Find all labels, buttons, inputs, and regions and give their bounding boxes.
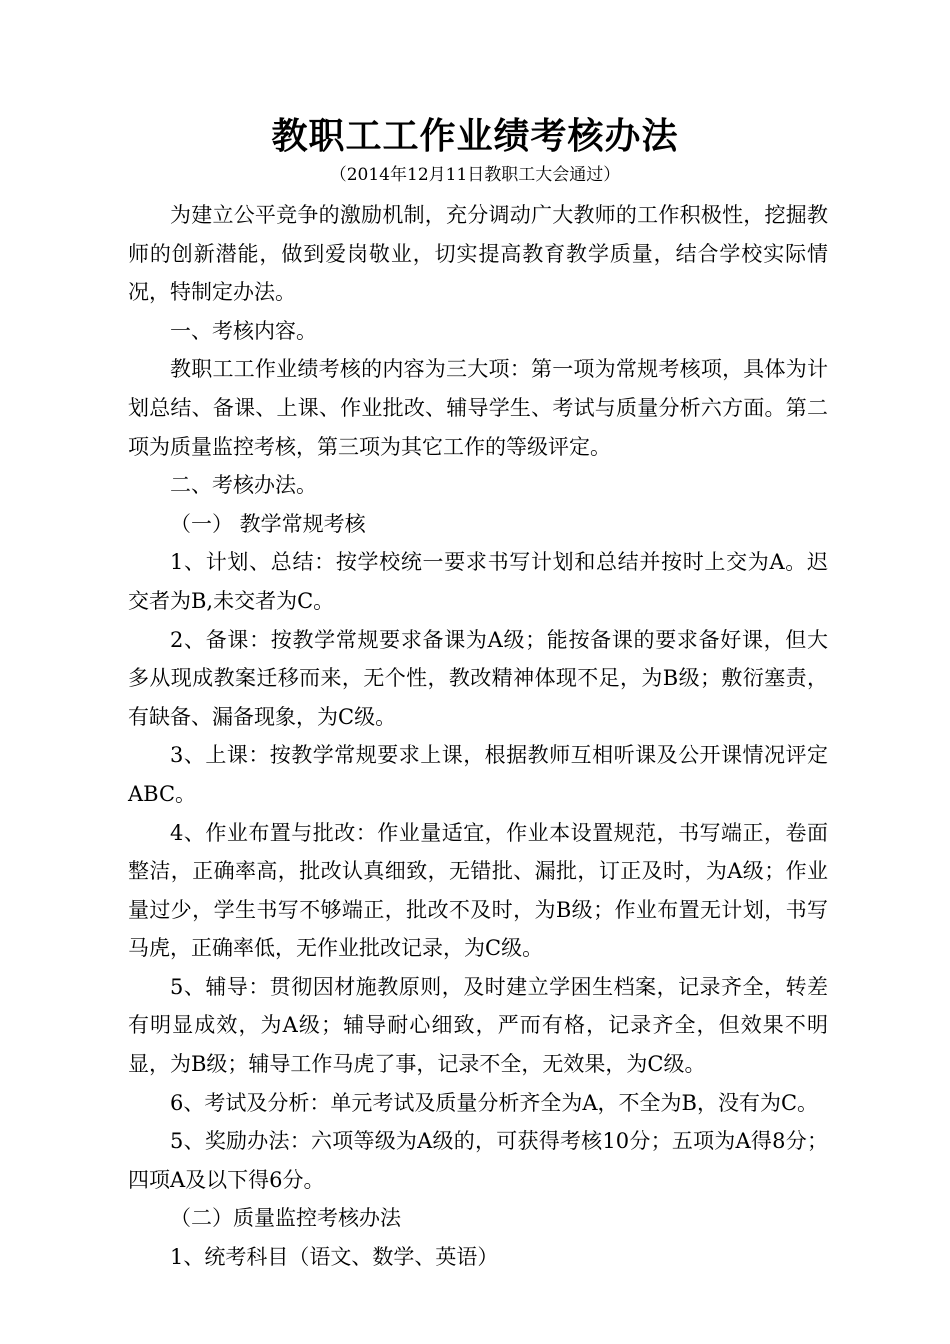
paragraph-content: 教职工工作业绩考核的内容为三大项：第一项为常规考核项，具体为计划总结、备课、上课、作业批改、辅导学生、考试与质量分析六方面。第二项为质量监控考核，第三项为其它工作的等级评定。 <box>128 357 828 459</box>
document-body <box>128 196 828 1277</box>
section-heading-method: 二、考核办法。 <box>170 473 317 498</box>
subsection-heading-quality: （二）质量监控考核办法 <box>170 1206 401 1231</box>
paragraph-tutoring: 5、辅导：贯彻因材施教原则，及时建立学困生档案，记录齐全，转差有明显成效，为A级；辅导耐心细致，严而有格，记录齐全，但效果不明显，为B级；辅导工作马虎了事，记录不全，无效果，为C级。 <box>128 974 828 1077</box>
paragraph-homework: 4、作业布置与批改：作业量适宜，作业本设置规范，书写端正，卷面整洁，正确率高，批改认真细致，无错批、漏批，订正及时，为A级；作业量过少，学生书写不够端正，批改不及时，为B级；作业布置无计划，书写马虎，正确率低，无作业批改记录，为C级。 <box>128 820 828 961</box>
subsection-heading-routine: （一） 教学常规考核 <box>170 511 366 536</box>
paragraph-lesson-prep: 2、备课：按教学常规要求备课为A级；能按备课的要求备好课，但大多从现成教案迁移而来，无个性，教改精神体现不足，为B级；敷衍塞责，有缺备、漏备现象，为C级。 <box>128 627 828 729</box>
document-title: 教职工工作业绩考核办法 <box>271 116 679 157</box>
paragraph-unified-subjects: 1、统考科目（语文、数学、英语） <box>170 1245 499 1270</box>
paragraph-intro: 为建立公平竞争的激励机制，充分调动广大教师的工作积极性，挖掘教师的创新潜能，做到爱岗敬业，切实提高教育教学质量，结合学校实际情况，特制定办法。 <box>128 203 828 305</box>
paragraph-rewards: 5、奖励办法：六项等级为A级的，可获得考核10分；五项为A得8分；四项A及以下得6分。 <box>128 1129 828 1192</box>
paragraph-plan-summary: 1、计划、总结：按学校统一要求书写计划和总结并按时上交为A。迟交者为B,未交者为C。 <box>128 550 828 613</box>
document-subtitle: （2014年12月11日教职工大会通过） <box>329 165 621 185</box>
paragraph-teaching: 3、上课：按教学常规要求上课，根据教师互相听课及公开课情况评定ABC。 <box>128 743 828 806</box>
paragraph-exam-analysis: 6、考试及分析：单元考试及质量分析齐全为A，不全为B，没有为C。 <box>170 1090 819 1115</box>
section-heading-content: 一、考核内容。 <box>170 318 317 343</box>
